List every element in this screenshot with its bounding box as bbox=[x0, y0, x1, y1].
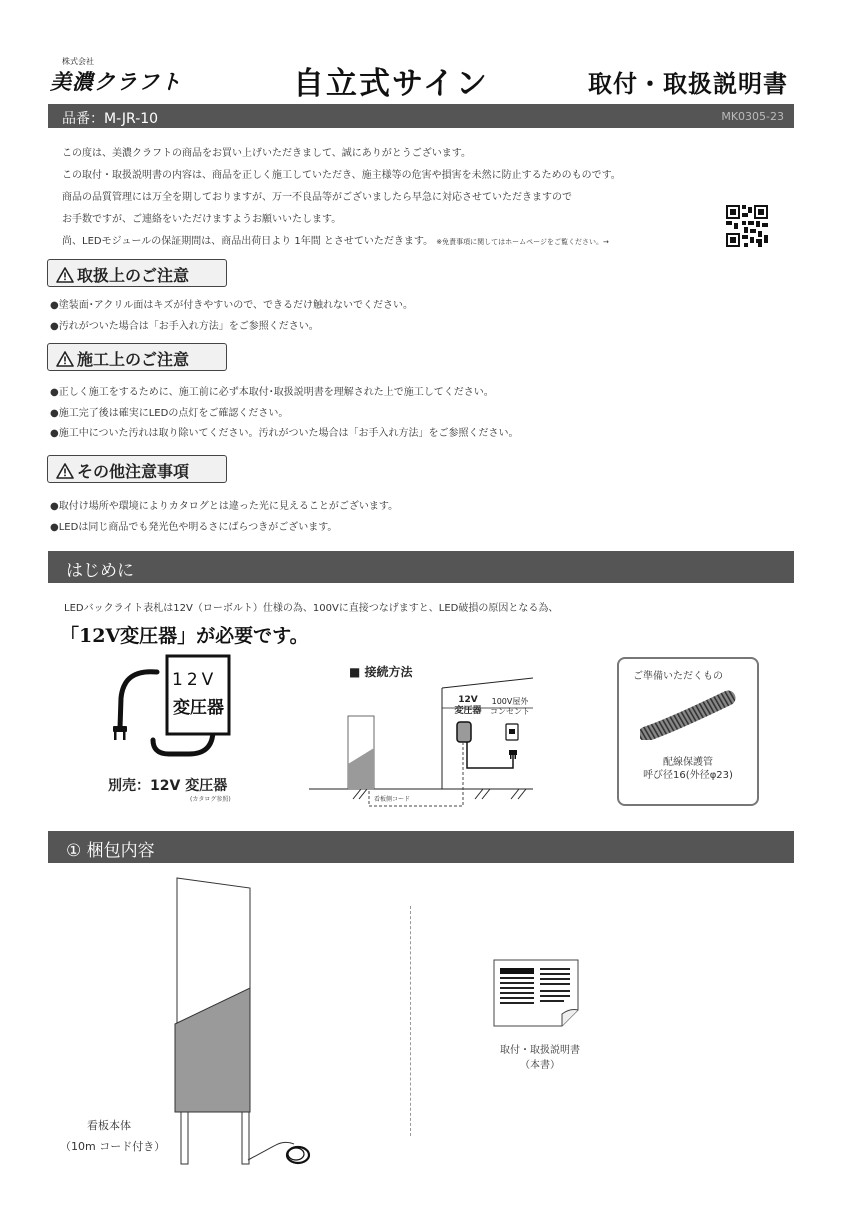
warning-icon bbox=[56, 351, 74, 367]
company-logo: 美濃クラフト bbox=[50, 70, 182, 94]
section-bar-intro bbox=[48, 551, 794, 583]
connection-outlet-label-1: 100V屋外 bbox=[491, 697, 529, 706]
section-bar-package bbox=[48, 831, 794, 863]
intro-line-3: 商品の品質管理には万全を期しておりますが、万一不良品等がございましたら早急に対応させていただきますので bbox=[62, 192, 572, 203]
connection-diagram bbox=[305, 668, 545, 810]
warning-icon bbox=[56, 463, 74, 479]
document-title: 自立式サイン bbox=[293, 66, 489, 102]
prep-title: ご準備いただくもの bbox=[633, 671, 723, 682]
transformer-caption: 別売：12V 変圧器 bbox=[108, 778, 228, 794]
caution-construction-title: 施工上のご注意 bbox=[77, 350, 190, 369]
caution-handling-item-2: ●汚れがついた場合は「お手入れ方法」をご参照ください。 bbox=[50, 321, 319, 332]
voltage-note: LEDバックライト表札は12V（ローボルト）仕様の為、100Vに直接つなげますと、LED破損の原因となる為、 bbox=[64, 603, 559, 614]
caution-construction-item-3: ●施工中についた汚れは取り除いてください。汚れがついた場合は「お手入れ方法」をご参照ください。 bbox=[50, 428, 519, 439]
warranty-line bbox=[62, 232, 609, 247]
connection-cord-label: 看板側コード bbox=[374, 796, 411, 803]
intro-line-4: お手数ですが、ご連絡をいただけますようお願いいたします。 bbox=[62, 214, 342, 225]
product-number: 品番：M-JR-10 bbox=[62, 111, 159, 127]
caution-construction-heading bbox=[47, 343, 227, 371]
transformer-caption-sub: (カタログ参照) bbox=[190, 796, 231, 803]
company-type: 株式会社 bbox=[62, 57, 94, 66]
prep-spec: 呼び径16(外径φ23) bbox=[643, 770, 733, 781]
manual-label-2: （本書） bbox=[520, 1060, 560, 1071]
caution-handling-title: 取扱上のご注意 bbox=[77, 266, 190, 285]
manual-icon bbox=[492, 958, 582, 1028]
intro-line-1: この度は、美濃クラフトの商品をお買い上げいただきまして、誠にありがとうございます。 bbox=[62, 148, 471, 159]
caution-construction-item-2: ●施工完了後は確実にLEDの点灯をご確認ください。 bbox=[50, 408, 289, 419]
caution-handling-heading bbox=[47, 259, 227, 287]
qr-code-icon[interactable] bbox=[726, 205, 768, 247]
connection-outlet-label-2: コンセント bbox=[490, 707, 530, 716]
document-type: 取付・取扱説明書 bbox=[588, 70, 788, 98]
transformer-box-line2: 変圧器 bbox=[173, 698, 224, 718]
sign-body-illustration bbox=[170, 876, 320, 1168]
sign-body-label-1: 看板本体 bbox=[87, 1119, 131, 1132]
section-title-intro: はじめに bbox=[66, 561, 134, 581]
transformer-requirement: 「12V変圧器」が必要です。 bbox=[60, 625, 309, 647]
prep-item: 配線保護管 bbox=[663, 757, 713, 768]
caution-handling-item-1: ●塗装面･アクリル面はキズが付きやすいので、できるだけ触れないでください。 bbox=[50, 300, 414, 311]
caution-construction-item-1: ●正しく施工をするために、施工前に必ず本取付･取扱説明書を理解された上で施工してください。 bbox=[50, 387, 494, 398]
product-info-bar bbox=[48, 104, 794, 128]
connection-heading: ■ 接続方法 bbox=[349, 665, 413, 679]
caution-other-item-1: ●取付け場所や環境によりカタログとは違った光に見えることがございます。 bbox=[50, 501, 399, 512]
package-divider bbox=[410, 906, 411, 1136]
connection-transformer-label-2: 変圧器 bbox=[454, 706, 482, 716]
connection-transformer-label bbox=[451, 695, 485, 717]
warning-icon bbox=[56, 267, 74, 283]
connection-outlet-label bbox=[489, 697, 531, 717]
caution-other-heading bbox=[47, 455, 227, 483]
transformer-box-line1: 12V bbox=[172, 670, 218, 690]
caution-other-title: その他注意事項 bbox=[77, 462, 190, 481]
conduit-icon bbox=[640, 690, 736, 740]
manual-label-1: 取付・取扱説明書 bbox=[500, 1045, 580, 1056]
caution-other-item-2: ●LEDは同じ商品でも発光色や明るさにばらつきがございます。 bbox=[50, 522, 338, 533]
connection-transformer-label-1: 12V bbox=[458, 695, 478, 705]
document-code: MK0305-23 bbox=[721, 110, 784, 123]
intro-line-2: この取付・取扱説明書の内容は、商品を正しく施工していただき、施主様等の危害や損害を未然に防止するためのものです。 bbox=[62, 170, 621, 181]
sign-body-label-2: （10m コード付き） bbox=[60, 1140, 166, 1153]
warranty-text: 尚、LEDモジュールの保証期間は、商品出荷日より 1年間 とさせていただきます。 bbox=[62, 236, 434, 247]
section-title-package: ① 梱包内容 bbox=[66, 841, 155, 861]
warranty-note: ※免責事項に関してはホームページをご覧ください。→ bbox=[436, 238, 609, 246]
